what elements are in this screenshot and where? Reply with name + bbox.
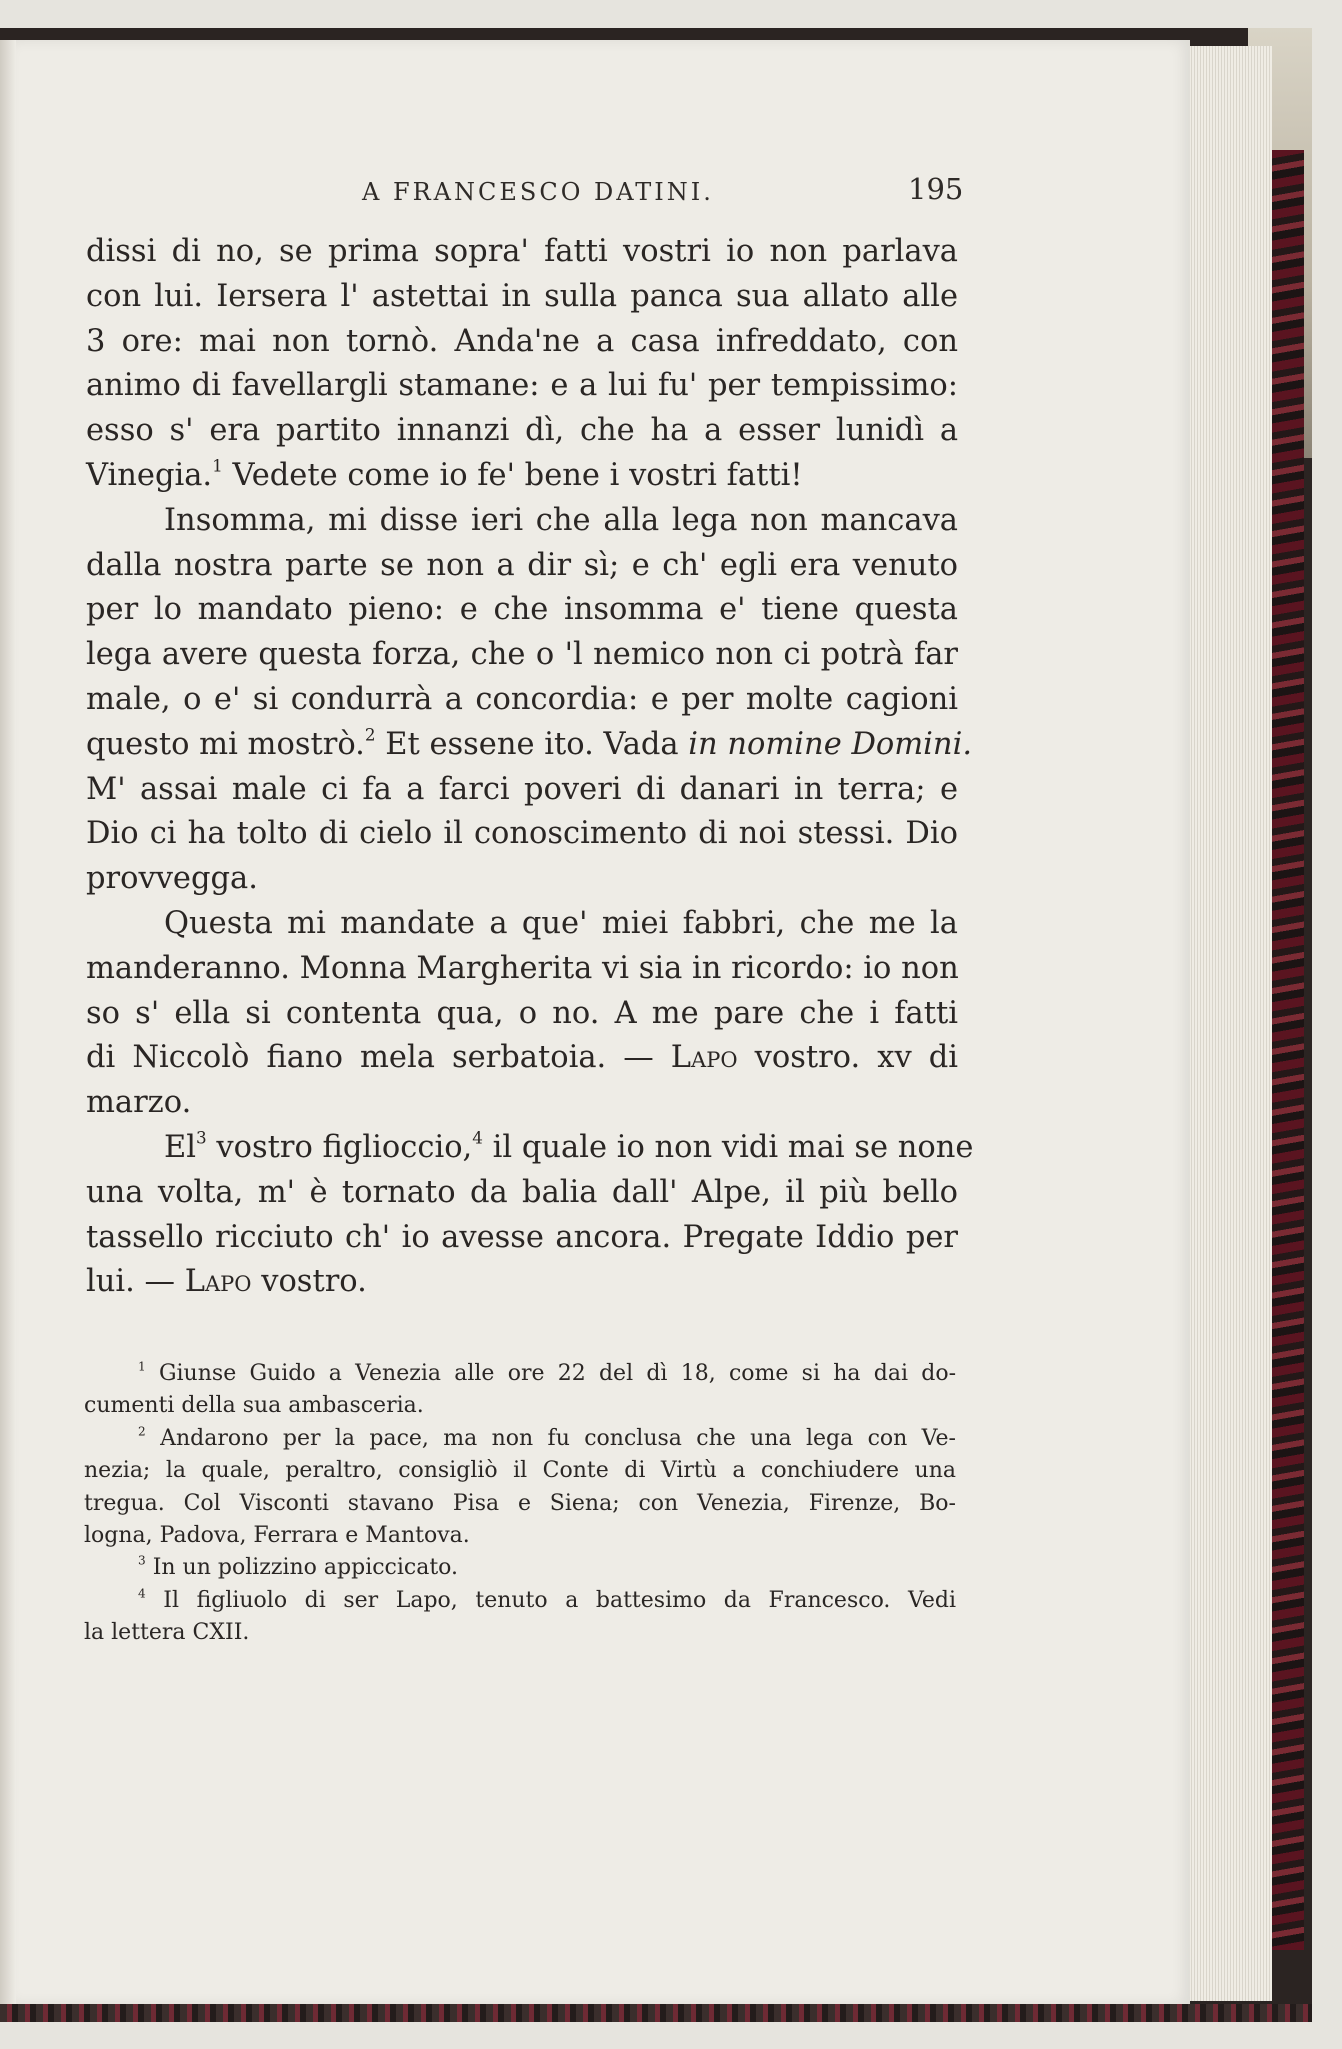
footnote-line [84, 1585, 956, 1617]
page-stack-edge [1180, 46, 1272, 2001]
footnote-line [84, 1423, 956, 1455]
body-text-run: di Niccolò fiano mela serbatoia. — [86, 1040, 671, 1076]
body-line: una volta, m' è tornato da balia dall' Alpe, il più bello [86, 1174, 958, 1210]
footnote-number: 1 [138, 1359, 146, 1374]
body-line: dalla nostra parte se non a dir sì; e ch' egli era venuto [86, 547, 958, 583]
footnote-line: la lettera CXII. [84, 1620, 250, 1646]
body-line: dissi di no, se prima sopra' fatti vostri io non parlava [86, 234, 958, 269]
body-line [86, 454, 958, 499]
body-line: Dio ci ha tolto di cielo il conoscimento di noi stessi. Dio [86, 816, 958, 852]
body-line [86, 723, 973, 768]
footnote-line: cumenti della sua ambasceria. [84, 1393, 424, 1419]
body-line: M' assai male ci fa a farci poveri di danari in terra; e [86, 771, 958, 807]
footnote-line: tregua. Col Visconti stavano Pisa e Siena; con Venezia, Firenze, Bo- [84, 1490, 956, 1516]
footnote-text: Andarono per la pace, ma non fu conclusa che una lega con Ve- [145, 1425, 956, 1451]
footnote-number: 3 [138, 1553, 146, 1568]
body-line [86, 1126, 974, 1171]
body-line: Insomma, mi disse ieri che alla lega non mancava [164, 502, 958, 538]
letter-body [86, 230, 974, 1305]
body-text-run: il quale io non vidi mai se none [482, 1129, 974, 1165]
body-text-run: lui. — [86, 1264, 185, 1300]
body-line: animo di favellargli stamane: e a lui fu' per tempissimo: [86, 368, 958, 404]
footnote-ref: 3 [196, 1127, 207, 1148]
body-text-run: El [164, 1129, 197, 1165]
body-line: lega avere questa forza, che o 'l nemico non ci potrà far [86, 637, 958, 673]
body-line: per lo mandato pieno: e che insomma e' tiene questa [86, 592, 958, 628]
footnote-line: nezia; la quale, peraltro, consigliò il Conte di Virtù a conchiudere una [84, 1458, 956, 1484]
footnotes [84, 1358, 956, 1650]
body-line: 3 ore: mai non tornò. Anda'ne a casa infreddato, con [86, 323, 958, 359]
signature-name: Lapo [184, 1264, 252, 1300]
footnote-text: Il figliuolo di ser Lapo, tenuto a battesimo da Francesco. Vedi [145, 1587, 956, 1613]
body-line: Questa mi mandate a que' miei fabbri, che me la [164, 905, 958, 941]
body-line: manderanno. Monna Margherita vi sia in ricordo: io non [86, 950, 959, 986]
body-line: marzo. [86, 1085, 192, 1121]
footnote-text: Giunse Guido a Venezia alle ore 22 del dì 18, come si ha dai do- [145, 1361, 956, 1386]
body-text-run: Vedete come io fe' bene i vostri fatti! [222, 457, 803, 493]
body-line [86, 1036, 958, 1081]
body-text-run: questo mi mostrò. [86, 726, 365, 762]
signature-name: Lapo [670, 1040, 738, 1076]
bottom-book-edge [0, 2004, 1312, 2022]
footnote-line: logna, Padova, Ferrara e Mantova. [84, 1522, 470, 1548]
footnote-ref: 4 [472, 1127, 483, 1148]
italic-phrase: in nomine Domini. [688, 726, 973, 762]
body-line: tassello ricciuto ch' io avesse ancora. Pregate Iddio per [86, 1219, 958, 1255]
body-line [86, 1260, 958, 1305]
footnote-text: In un polizzino appiccicato. [145, 1555, 459, 1581]
footnote-line [84, 1358, 956, 1390]
running-title: A FRANCESCO DATINI. [362, 178, 714, 206]
footnote-ref: 1 [212, 455, 223, 476]
footnote-number: 2 [138, 1424, 146, 1439]
footnote-number: 4 [138, 1586, 146, 1601]
body-line: male, o e' si condurrà a concordia: e per molte cagioni [86, 681, 958, 717]
body-text-run: vostro. [251, 1264, 367, 1300]
body-line: con lui. Iersera l' astettai in sulla panca sua allato alle [86, 278, 958, 314]
body-text-run: vostro. xv di [737, 1040, 958, 1076]
body-line: esso s' era partito innanzi dì, che ha a esser lunidì a [86, 413, 958, 449]
footnote-line [84, 1552, 956, 1584]
page-number: 195 [908, 172, 964, 206]
marbled-page-edge [1268, 150, 1304, 1950]
body-text-run: Et essene ito. Vada [375, 726, 689, 762]
body-line: so s' ella si contenta qua, o no. A me pare che i fatti [86, 995, 958, 1031]
body-line: provvegga. [86, 861, 258, 897]
footnote-ref: 2 [364, 724, 376, 745]
body-text-run: vostro figlioccio, [206, 1129, 473, 1165]
body-text-run: Vinegia. [86, 457, 213, 493]
gutter-shadow [0, 40, 16, 2005]
